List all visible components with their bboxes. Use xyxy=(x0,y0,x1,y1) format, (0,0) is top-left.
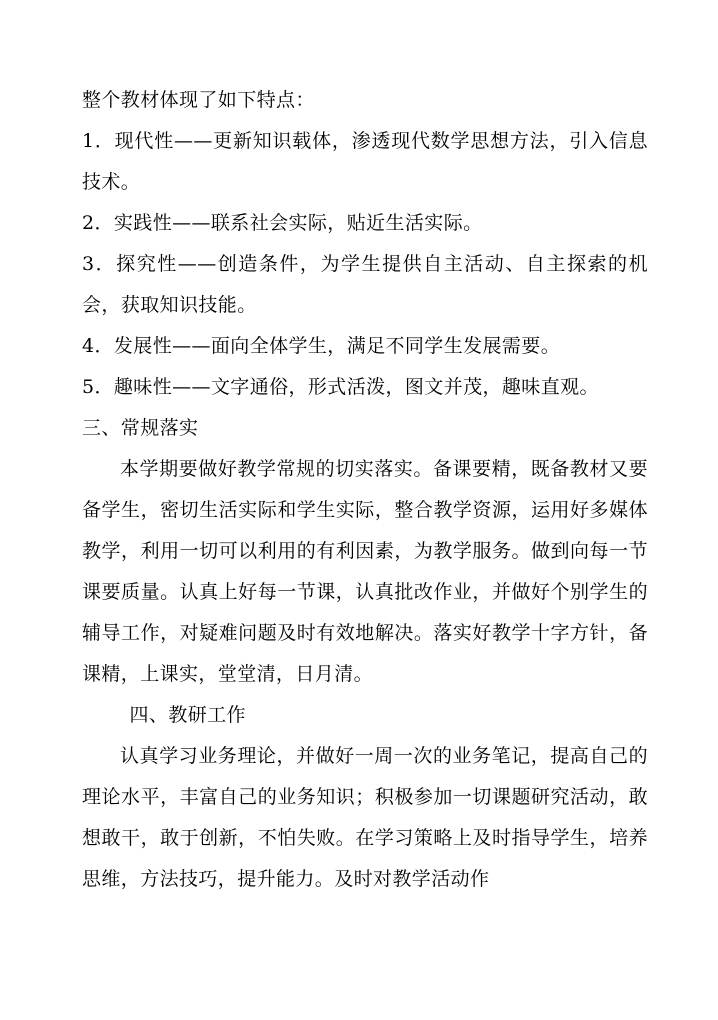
feature-item-modernity: 1．现代性——更新知识载体，渗透现代数学思想方法，引入信息技术。 xyxy=(82,130,648,193)
feature-item-inquiry: 3．探究性——创造条件，为学生提供自主活动、自主探索的机会，获取知识技能。 xyxy=(82,253,648,316)
section-heading-routine: 三、常规落实 xyxy=(82,417,199,439)
research-paragraph: 认真学习业务理论，并做好一周一次的业务笔记，提高自己的理论水平，丰富自己的业务知识；积极参加一切课题研究活动，敢想敢干，敢于创新，不怕失败。在学习策略上及时指导学生，培养思维，方法技巧，提升能力。及时对教学活动作 xyxy=(82,745,648,890)
intro-paragraph: 整个教材体现了如下特点： xyxy=(82,89,315,111)
routine-paragraph: 本学期要做好教学常规的切实落实。备课要精，既备教材又要备学生，密切生活实际和学生实际，整合教学资源，运用好多媒体教学，利用一切可以利用的有利因素，为教学服务。做到向每一节课要质量。认真上好每一节课，认真批改作业，并做好个别学生的辅导工作，对疑难问题及时有效地解决。落实好教学十字方针，备课精，上课实，堂堂清，日月清。 xyxy=(82,458,648,685)
feature-item-development: 4．发展性——面向全体学生，满足不同学生发展需要。 xyxy=(82,335,561,357)
feature-item-interest: 5．趣味性——文字通俗，形式活泼，图文并茂，趣味直观。 xyxy=(82,376,599,398)
feature-item-practicality: 2．实践性——联系社会实际，贴近生活实际。 xyxy=(82,212,483,234)
document-body xyxy=(82,80,648,900)
section-heading-research: 四、教研工作 xyxy=(129,704,246,726)
